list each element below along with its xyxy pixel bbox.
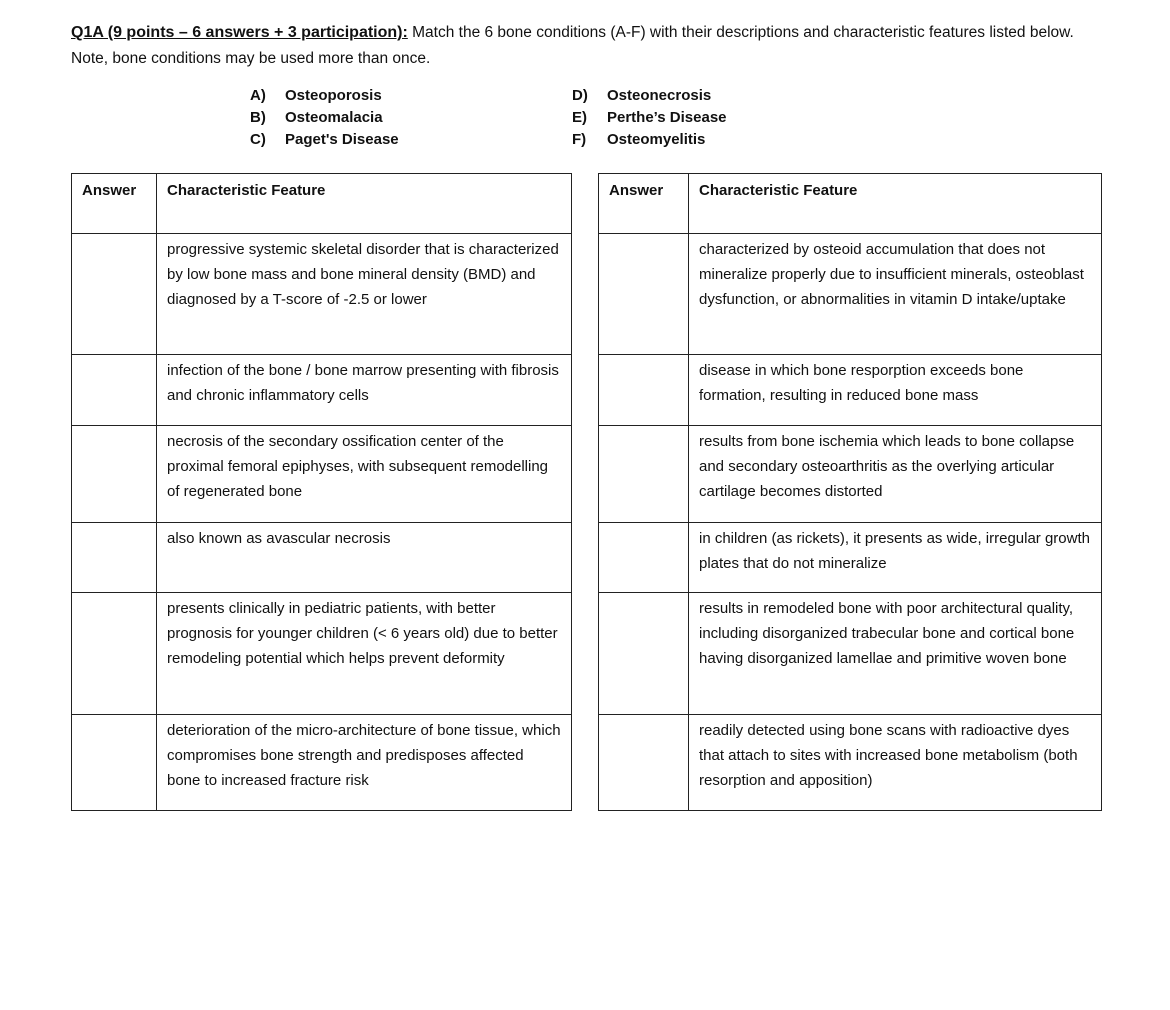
table-row bbox=[599, 523, 1102, 593]
table-row bbox=[599, 715, 1102, 811]
answer-column-header: Answer bbox=[599, 174, 689, 234]
table-header-row bbox=[72, 174, 572, 234]
feature-cell: results in remodeled bone with poor architectural quality, including disorganized trabecular bone and cortical bone having disorganized lamellae and primitive woven bone bbox=[689, 593, 1102, 715]
answer-cell[interactable] bbox=[599, 715, 689, 811]
answer-cell[interactable] bbox=[599, 593, 689, 715]
table-row bbox=[599, 355, 1102, 426]
answer-cell[interactable] bbox=[599, 234, 689, 355]
option-name: Osteomalacia bbox=[285, 109, 383, 126]
option-a bbox=[250, 85, 399, 107]
feature-cell: disease in which bone resporption exceeds bone formation, resulting in reduced bone mass bbox=[689, 355, 1102, 426]
table-row bbox=[72, 355, 572, 426]
question-prompt bbox=[71, 20, 1111, 72]
table-row bbox=[599, 426, 1102, 523]
option-name: Osteonecrosis bbox=[607, 87, 712, 104]
answer-cell[interactable] bbox=[72, 355, 157, 426]
option-name: Paget's Disease bbox=[285, 131, 399, 148]
feature-cell: necrosis of the secondary ossification center of the proximal femoral epiphyses, with subsequent remodelling of regenerated bone bbox=[157, 426, 572, 523]
answer-cell[interactable] bbox=[72, 715, 157, 811]
table-row bbox=[72, 426, 572, 523]
option-letter: B) bbox=[250, 109, 266, 126]
table-row bbox=[72, 715, 572, 811]
feature-cell: presents clinically in pediatric patients, with better prognosis for younger children (< 6 years old) due to better remodeling potential which helps prevent deformity bbox=[157, 593, 572, 715]
matching-table-right bbox=[598, 173, 1102, 811]
option-letter: F) bbox=[572, 131, 587, 148]
feature-cell: progressive systemic skeletal disorder that is characterized by low bone mass and bone mineral density (BMD) and diagnosed by a T-score of -2.5 or lower bbox=[157, 234, 572, 355]
table-row bbox=[599, 593, 1102, 715]
options-list-right bbox=[572, 85, 727, 151]
option-e bbox=[572, 107, 727, 129]
feature-cell: also known as avascular necrosis bbox=[157, 523, 572, 593]
feature-column-header: Characteristic Feature bbox=[689, 174, 1102, 234]
answer-cell[interactable] bbox=[72, 234, 157, 355]
table-row bbox=[72, 234, 572, 355]
answer-cell[interactable] bbox=[599, 523, 689, 593]
feature-cell: characterized by osteoid accumulation that does not mineralize properly due to insufficient minerals, osteoblast dysfunction, or abnormalities in vitamin D intake/uptake bbox=[689, 234, 1102, 355]
option-name: Osteomyelitis bbox=[607, 131, 706, 148]
option-letter: D) bbox=[572, 87, 588, 104]
options-list-left bbox=[250, 85, 399, 151]
answer-cell[interactable] bbox=[599, 355, 689, 426]
option-letter: C) bbox=[250, 131, 266, 148]
option-letter: A) bbox=[250, 87, 266, 104]
answer-cell[interactable] bbox=[599, 426, 689, 523]
feature-column-header: Characteristic Feature bbox=[157, 174, 572, 234]
feature-cell: infection of the bone / bone marrow presenting with fibrosis and chronic inflammatory cells bbox=[157, 355, 572, 426]
option-name: Osteoporosis bbox=[285, 87, 382, 104]
answer-column-header: Answer bbox=[72, 174, 157, 234]
question-text: Match the 6 bone conditions (A-F) with their descriptions and characteristic features listed below. Note, bone conditions may be used more than once. bbox=[71, 24, 1074, 67]
feature-cell: deterioration of the micro-architecture of bone tissue, which compromises bone strength and predisposes affected bone to increased fracture risk bbox=[157, 715, 572, 811]
table-header-row bbox=[599, 174, 1102, 234]
matching-table-left bbox=[71, 173, 572, 811]
answer-cell[interactable] bbox=[72, 426, 157, 523]
feature-cell: readily detected using bone scans with radioactive dyes that attach to sites with increased bone metabolism (both resorption and apposition) bbox=[689, 715, 1102, 811]
table-row bbox=[72, 593, 572, 715]
answer-cell[interactable] bbox=[72, 523, 157, 593]
option-name: Perthe’s Disease bbox=[607, 109, 727, 126]
question-label: Q1A (9 points – 6 answers + 3 participation): bbox=[71, 24, 408, 41]
table-row bbox=[599, 234, 1102, 355]
answer-cell[interactable] bbox=[72, 593, 157, 715]
feature-cell: results from bone ischemia which leads to bone collapse and secondary osteoarthritis as the overlying articular cartilage becomes distorted bbox=[689, 426, 1102, 523]
option-b bbox=[250, 107, 399, 129]
option-letter: E) bbox=[572, 109, 587, 126]
table-row bbox=[72, 523, 572, 593]
option-f bbox=[572, 129, 727, 151]
option-c bbox=[250, 129, 399, 151]
option-d bbox=[572, 85, 727, 107]
feature-cell: in children (as rickets), it presents as wide, irregular growth plates that do not mineralize bbox=[689, 523, 1102, 593]
